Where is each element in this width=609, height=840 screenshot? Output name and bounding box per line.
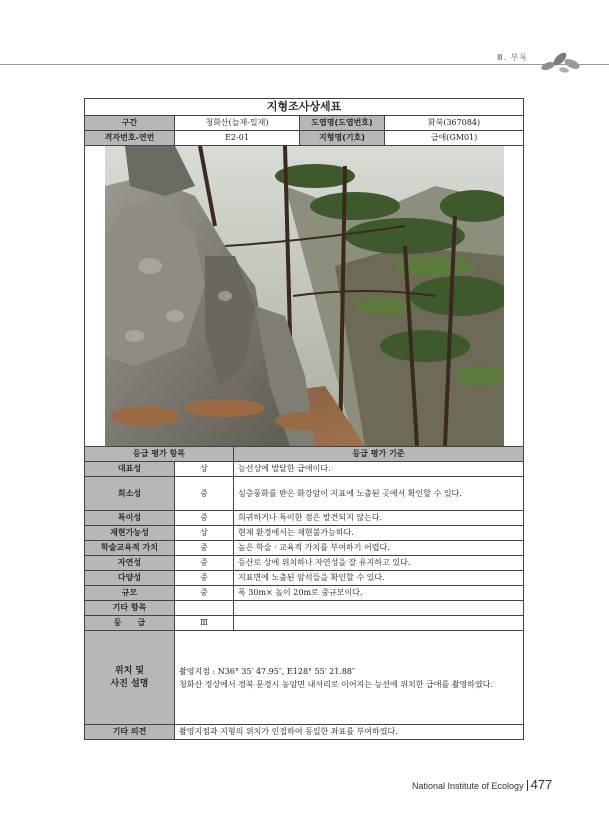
section-label: Ⅲ. 부록 [497, 53, 529, 62]
landform-name-value: 급애(GM01) [385, 131, 524, 146]
eval-item: 기타 항목 [85, 601, 175, 616]
eval-item: 재현가능성 [85, 526, 175, 541]
eval-criteria: 지표면에 노출된 암석들을 확인할 수 있다. [234, 571, 524, 586]
eval-grade: 상 [175, 462, 234, 477]
eval-item: 다양성 [85, 571, 175, 586]
eval-criteria: 등산로 상에 위치하나 자연성을 잘 유지하고 있다. [234, 556, 524, 571]
header-rule [0, 64, 609, 65]
table-row [85, 541, 524, 556]
photo-cell [85, 146, 524, 447]
eval-grade: 중 [175, 541, 234, 556]
survey-sheet [84, 98, 523, 740]
location-label-line2: 사진 설명 [110, 678, 149, 689]
table-row [85, 526, 524, 541]
eval-criteria: 희귀하거나 특이한 점은 발견되지 않는다. [234, 511, 524, 526]
grid-number-value: E2-01 [175, 131, 300, 146]
landform-name-label: 지형명(기호) [300, 131, 385, 146]
table-row [85, 586, 524, 601]
eval-item: 특이성 [85, 511, 175, 526]
table-row [85, 556, 524, 571]
eval-grade: Ⅲ [175, 616, 234, 631]
eval-criteria: 높은 학술 · 교육적 가치를 부여하기 어렵다. [234, 541, 524, 556]
section-value: 청화산(늘재-밀재) [175, 116, 300, 131]
table-row [85, 462, 524, 477]
footer-divider [527, 780, 528, 791]
eval-criteria: 능선상에 발달한 급애이다. [234, 462, 524, 477]
leaf-ornament-icon [540, 48, 582, 76]
eval-grade [175, 601, 234, 616]
eval-item: 희소성 [85, 477, 175, 511]
eval-item: 등 급 [85, 616, 175, 631]
table-row [85, 511, 524, 526]
eval-criteria: 심층풍화를 받은 화강암이 지표에 노출된 곳에서 확인할 수 있다. [234, 477, 524, 511]
eval-grade: 중 [175, 511, 234, 526]
table-row [85, 477, 524, 511]
table-row [85, 571, 524, 586]
page-number: 477 [530, 777, 553, 792]
photo-description: 청화산 정상에서 경북 문경시 농암면 내서리로 이어지는 능선에 위치한 급애를 촬영하였다. [179, 679, 493, 689]
eval-grade: 중 [175, 571, 234, 586]
eval-criteria [234, 601, 524, 616]
table-row [85, 616, 524, 631]
eval-grade: 중 [175, 586, 234, 601]
sheet-title: 지형조사상세표 [85, 99, 524, 116]
eval-criteria: 현재 환경에서는 재현불가능하다. [234, 526, 524, 541]
map-sheet-value: 화북(367084) [385, 116, 524, 131]
eval-grade: 상 [175, 526, 234, 541]
location-label-line1: 위치 및 [114, 665, 145, 676]
eval-grade: 중 [175, 556, 234, 571]
eval-item: 자연성 [85, 556, 175, 571]
eval-item: 규모 [85, 586, 175, 601]
other-opinion-text: 촬영지점과 지형의 위치가 인접하여 동일한 좌표를 부여하였다. [175, 725, 524, 740]
photo-coordinates: 촬영지점 : N36° 35′ 47.95″, E128° 55′ 21.88″ [179, 666, 356, 676]
eval-grade: 중 [175, 477, 234, 511]
page-footer [412, 777, 552, 792]
map-sheet-label: 도엽명(도엽번호) [300, 116, 385, 131]
section-label-cell: 구간 [85, 116, 175, 131]
other-opinion-label: 기타 의견 [85, 725, 175, 740]
cliff-photo [105, 146, 504, 446]
location-label [85, 631, 175, 725]
institute-name: National Institute of Ecology [412, 781, 524, 791]
eval-item: 학술교육적 가치 [85, 541, 175, 556]
eval-item: 대표성 [85, 462, 175, 477]
eval-criteria [234, 616, 524, 631]
grid-number-label: 격자번호-연번 [85, 131, 175, 146]
eval-item-header: 등급 평가 항목 [85, 447, 234, 462]
table-row [85, 601, 524, 616]
eval-criteria: 폭 30m× 높이 20m로 중규모이다. [234, 586, 524, 601]
location-description-cell [175, 631, 524, 725]
eval-criteria-header: 등급 평가 기준 [234, 447, 524, 462]
sheet-table [84, 98, 524, 740]
